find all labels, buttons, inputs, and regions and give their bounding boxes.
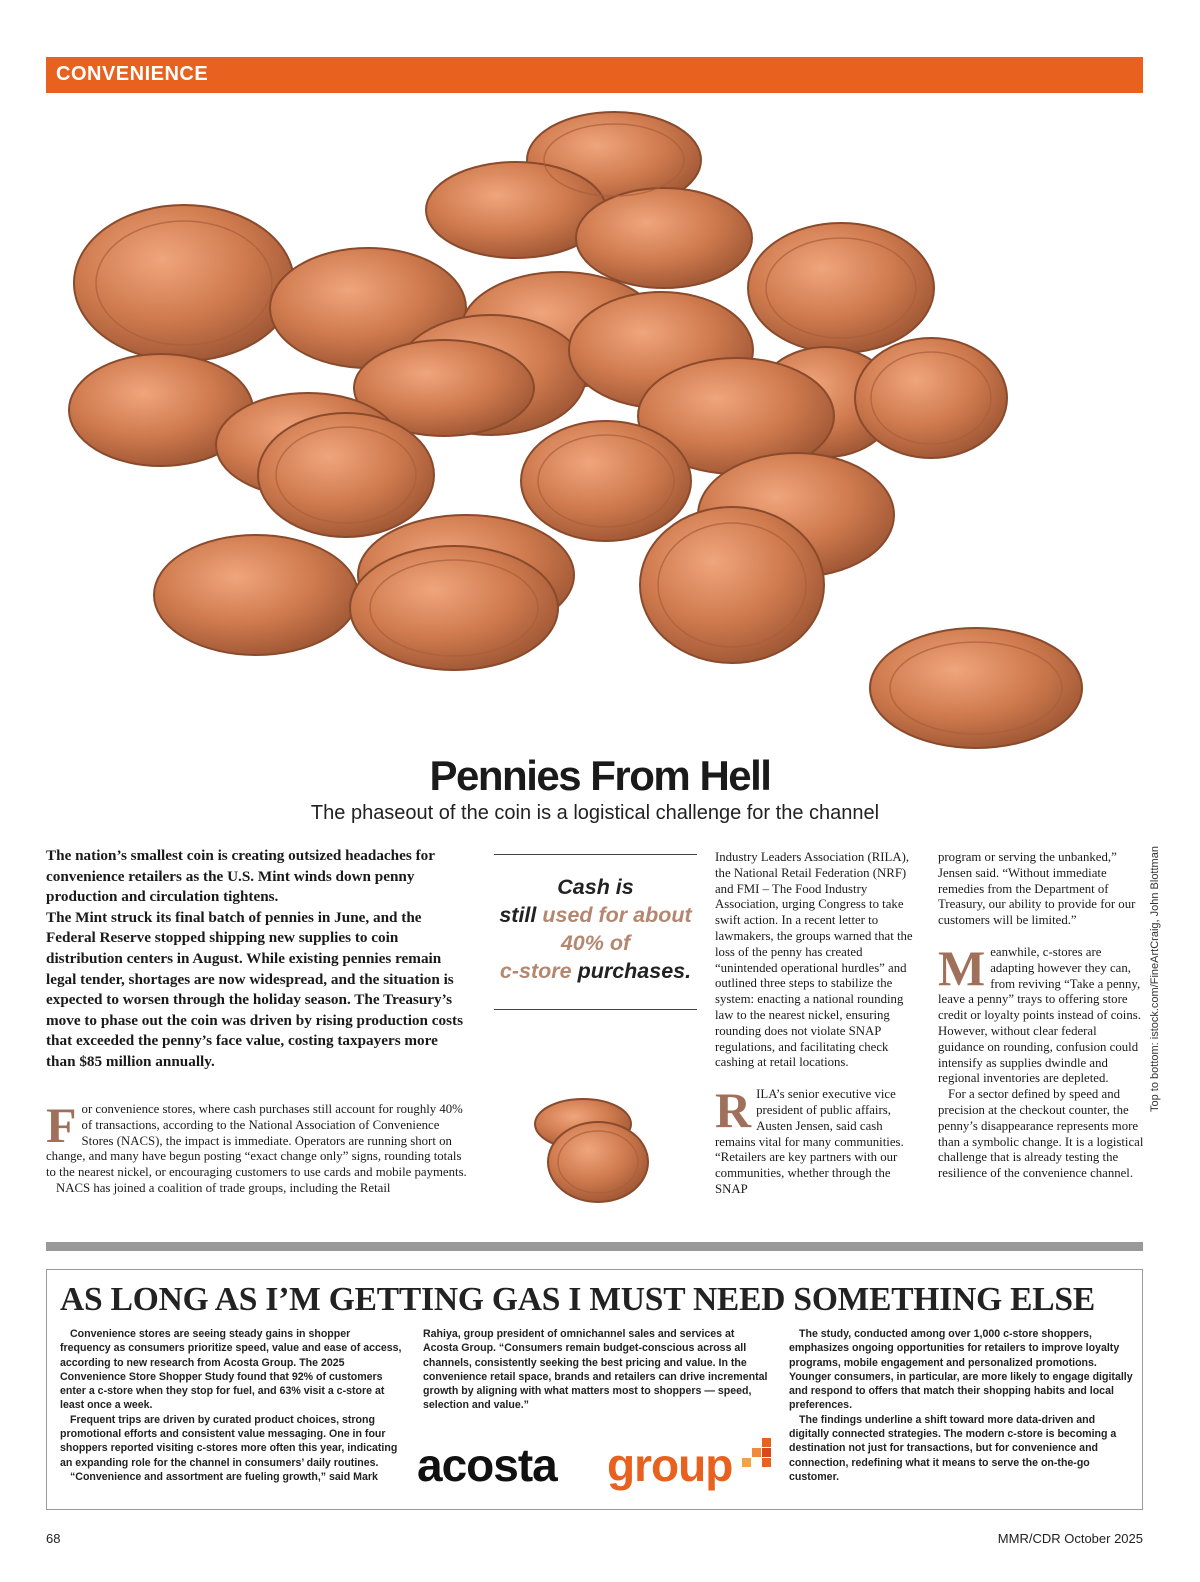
body-paragraph-3: Industry Leaders Association (RILA), the National Retail Federation (NRF) and FMI – The Food Industry Association, urging Congress to take swift action. In a recent letter to lawmakers, the groups warned that the loss of the penny has created “unintended operational hurdles” and outlined three steps to stabilize the system: enacting a national rounding law to the nearest nickel, ensuring rounding does not violate SNAP regulations, and facilitating check cashing at retail locations. [715, 850, 913, 1070]
pull-quote-line-4a: c-store [499, 959, 572, 983]
logo-word-group: group [607, 1439, 733, 1491]
body-paragraph-6: eanwhile, c-stores are adapting however they can, from reviving “Take a penny, leave a penny” trays to offering store credit or loyalty points instead of coins. However, without clear federal guidance on rounding, confusion could intensify as supplies dwindle and regional inventories are depleted. [938, 944, 1141, 1086]
lede-paragraph-1: The nation’s smallest coin is creating outsized headaches for convenience retailers as the U.S. Mint winds down penny production and circulation tightens. [46, 847, 435, 906]
pull-quote-line-2b: used for about [542, 903, 692, 927]
publication-issue: MMR/CDR October 2025 [997, 1531, 1143, 1546]
body-paragraph-7: For a sector defined by speed and precision at the checkout counter, the penny’s disappearance represents more than a symbolic change. It is a logistical challenge that is already testing the resilience of the convenience channel. [938, 1087, 1144, 1181]
pennies-photo [46, 100, 1143, 750]
sidebar-paragraph-3: “Convenience and assortment are fueling growth,” said Mark [70, 1470, 378, 1483]
section-divider [46, 1242, 1143, 1251]
article-title: Pennies From Hell [429, 752, 771, 799]
pull-quote-line-2a: still [499, 903, 537, 927]
sidebar-column-2 [423, 1327, 769, 1413]
sidebar-box [46, 1269, 1143, 1510]
body-paragraph-5: program or serving the unbanked,” Jensen said. “Without immediate remedies from the Department of Treasury, our ability to provide for our customers will be limited.” [938, 850, 1136, 928]
body-column-4 [938, 850, 1144, 1182]
drop-cap-m: M [938, 939, 986, 996]
acosta-group-logo [417, 1438, 777, 1500]
body-column-3 [715, 850, 917, 1198]
sidebar-paragraph-2: Frequent trips are driven by curated product choices, strong promotional efforts and consistent value messaging. One in four shoppers reported visiting c-stores more often this year, indicating an expanding role for the channel in consumers’ daily routines. [60, 1413, 398, 1469]
sidebar-paragraph-4: Rahiya, group president of omnichannel sales and services at Acosta Group. “Consumers remain budget-conscious across all channels, consistently seeking the best pricing and value. In the convenience retail space, brands and retailers can drive incremental growth by aligning with what matters most to shoppers — speed, selection and value.” [423, 1328, 768, 1412]
sidebar-paragraph-1: Convenience stores are seeing steady gains in shopper frequency as consumers prioritize speed, value and ease of access, according to new research from Acosta Group. The 2025 Convenience Store Shopper Study found that 92% of customers enter a c-store when they stop for fuel, and 63% visit a c-store at least once a week. [60, 1328, 402, 1412]
section-label: CONVENIENCE [56, 63, 209, 85]
body-column-1 [46, 1097, 474, 1197]
pull-quote-line-3: 40% of [560, 931, 631, 955]
article-subtitle: The phaseout of the coin is a logistical challenge for the channel [310, 802, 880, 824]
lede-paragraph-2: The Mint struck its final batch of pennies in June, and the Federal Reserve stopped shipping new supplies to coin distribution centers in August. While existing pennies remain legal tender, shortages are now widespread, and the situation is expected to worsen through the holiday season. The Treasury’s move to phase out the coin was driven by rising production costs that exceeded the penny’s face value, costing taxpayers more than $85 million annually. [46, 908, 463, 1070]
sidebar-paragraph-5: The study, conducted among over 1,000 c-store shoppers, emphasizes ongoing opportunities for retailers to improve loyalty programs, mobile engagement and personalized promotions. Younger consumers, in particular, are more likely to engage digitally and respond to offers that match their shopping habits and local preferences. [789, 1328, 1133, 1412]
logo-pixel-mark-icon [742, 1438, 772, 1468]
two-pennies-photo [528, 1092, 658, 1204]
page-number: 68 [46, 1531, 61, 1546]
pull-quote [494, 854, 697, 1010]
drop-cap-r: R [715, 1082, 752, 1139]
body-paragraph-4: ILA’s senior executive vice president of public affairs, Austen Jensen, said cash remains vital for many communities. “Retailers are key partners with our communities, whether through the SNAP [715, 1087, 904, 1196]
photo-credit-text: Top to bottom: istock.com/FineArtCraig, John Blottman [1149, 846, 1161, 1112]
sidebar-column-1 [60, 1327, 403, 1484]
drop-cap-f: F [46, 1097, 77, 1153]
body-paragraph-2: NACS has joined a coalition of trade groups, including the Retail [56, 1180, 391, 1195]
sidebar-column-3 [789, 1327, 1134, 1484]
logo-word-acosta: acosta [417, 1439, 557, 1491]
body-paragraph-1: or convenience stores, where cash purchases still account for roughly 40% of transactions, according to the National Association of Convenience Stores (NACS), the impact is immediate. Operators are running short on change, and many have begun posting “exact change only” signs, rounding totals to the nearest nickel, or encouraging customers to use cards and mobile payments. [46, 1102, 467, 1180]
article-lede [46, 846, 470, 1073]
photo-credit [1149, 846, 1163, 1112]
pull-quote-line-4b: purchases. [577, 959, 692, 983]
sidebar-headline: AS LONG AS I’M GETTING GAS I MUST NEED SOMETHING ELSE [60, 1281, 1095, 1318]
sidebar-paragraph-6: The findings underline a shift toward more data-driven and digitally connected strategies. The modern c-store is becoming a destination not just for transactions, but for convenience and connection, redefining what it means to serve the on-the-go customer. [789, 1413, 1117, 1483]
pull-quote-line-1: Cash is [557, 875, 634, 899]
section-header-bar [46, 57, 1143, 93]
